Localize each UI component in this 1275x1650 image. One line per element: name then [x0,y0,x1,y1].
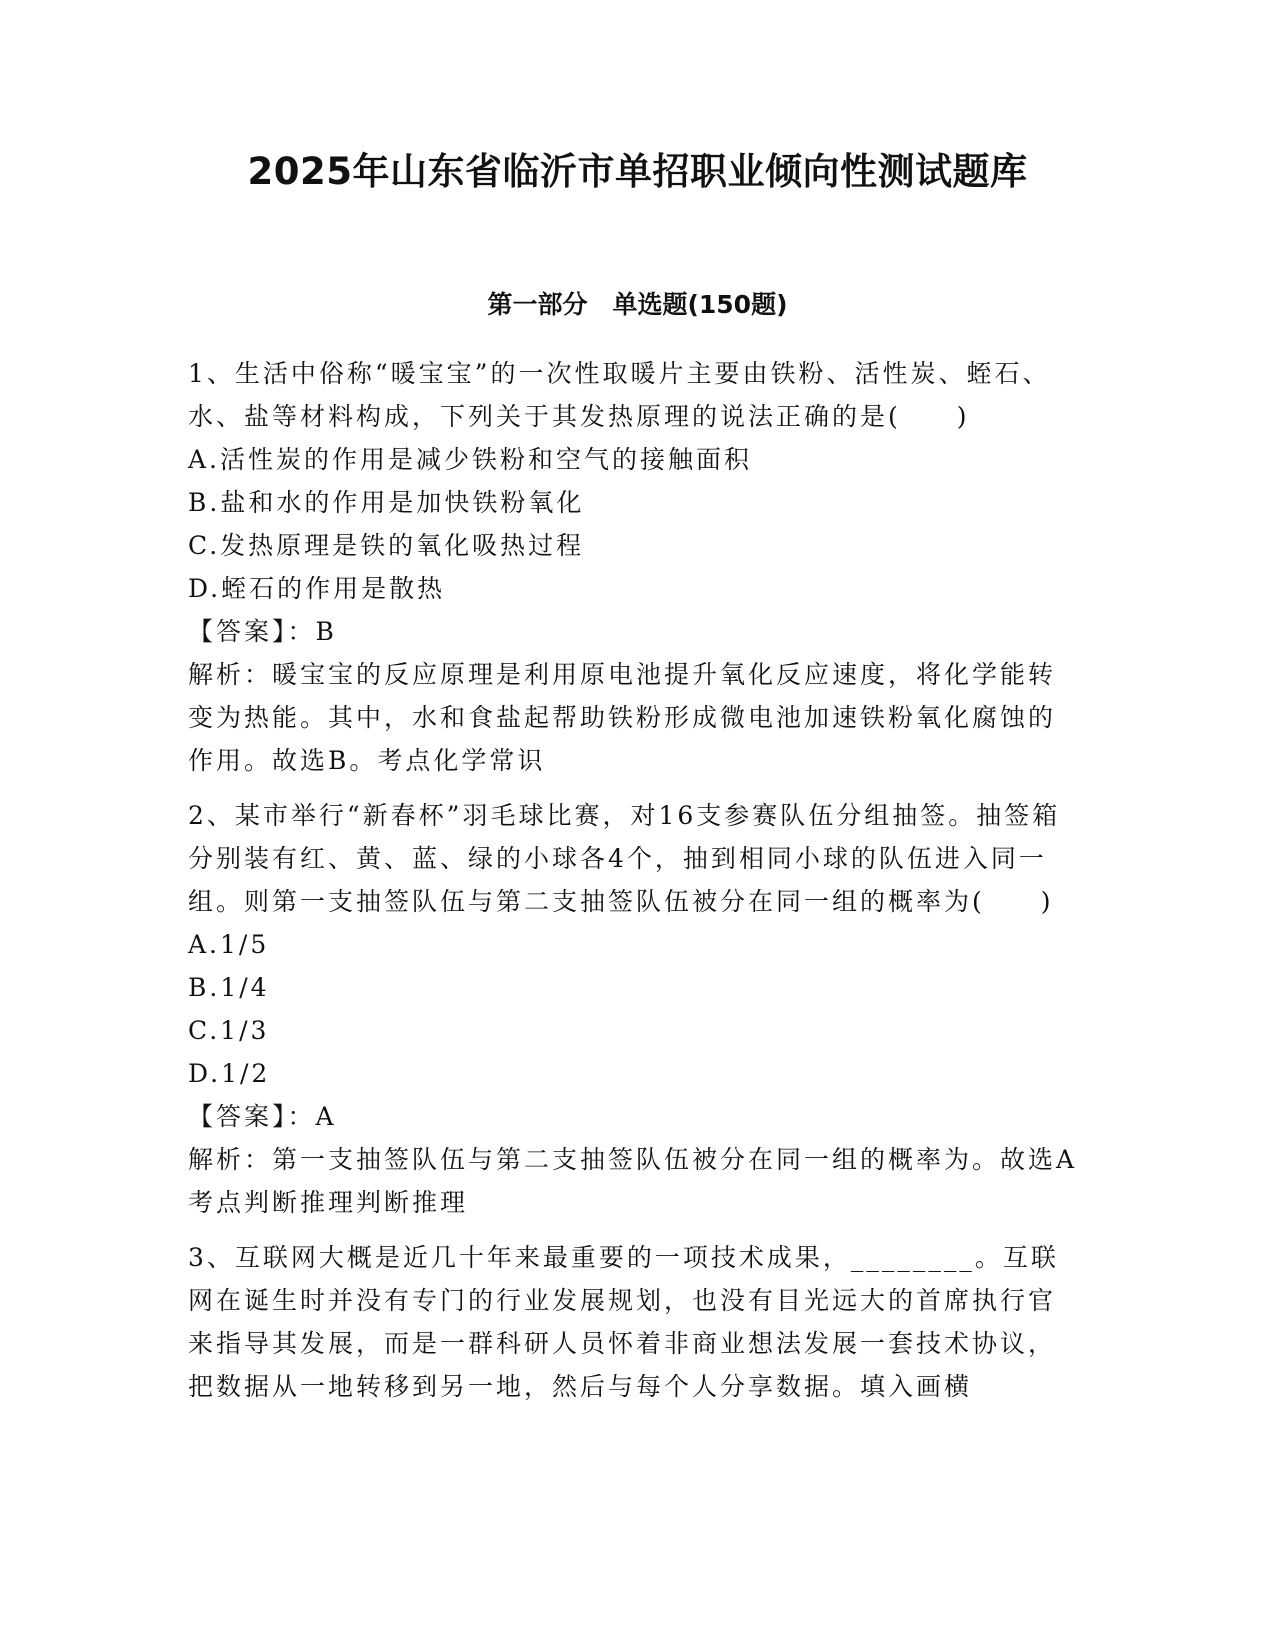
document-title: 2025年山东省临沂市单招职业倾向性测试题库 [247,150,1028,193]
option-a: A.活性炭的作用是减少铁粉和空气的接触面积 [188,445,753,474]
option-b: B.盐和水的作用是加快铁粉氧化 [188,488,585,517]
section-title: 第一部分 单选题(150题) [487,290,788,319]
option-b: B.1/4 [188,973,270,1002]
answer-label: 【答案】：B [188,617,337,646]
option-d: D.蛭石的作用是散热 [188,574,446,603]
analysis-text: 解析：暖宝宝的反应原理是利用原电池提升氧化反应速度，将化学能转变为热能。其中，水和食盐起帮助铁粉形成微电池加速铁粉氧化腐蚀的作用。故选B。考点化学常识 [188,660,1057,775]
answer-label: 【答案】：A [188,1102,337,1131]
option-c: C.发热原理是铁的氧化吸热过程 [188,531,585,560]
question-stem: 1、生活中俗称“暖宝宝”的一次性取暖片主要由铁粉、活性炭、蛭石、水、盐等材料构成，下列关于其发热原理的说法正确的是( ) [188,359,1051,431]
option-a: A.1/5 [188,930,270,959]
analysis-text: 解析：第一支抽签队伍与第二支抽签队伍被分在同一组的概率为。故选A考点判断推理判断推理 [188,1145,1078,1217]
question-stem: 3、互联网大概是近几十年来最重要的一项技术成果，________。互联网在诞生时并没有专门的行业发展规划，也没有目光远大的首席执行官来指导其发展，而是一群科研人员怀着非商业想法发展一套技术协议，把数据从一地转移到另一地，然后与每个人分享数据。填入画横 [188,1243,1059,1401]
option-c: C.1/3 [188,1016,270,1045]
question-1 [188,352,1078,782]
question-list [188,352,1078,1420]
question-stem: 2、某市举行“新春杯”羽毛球比赛，对16支参赛队伍分组抽签。抽签箱分别装有红、黄、蓝、绿的小球各4个，抽到相同小球的队伍进入同一组。则第一支抽签队伍与第二支抽签队伍被分在同一组的概率为( ) [188,801,1061,916]
option-d: D.1/2 [188,1059,271,1088]
question-2 [188,794,1078,1224]
question-3 [188,1236,1078,1408]
